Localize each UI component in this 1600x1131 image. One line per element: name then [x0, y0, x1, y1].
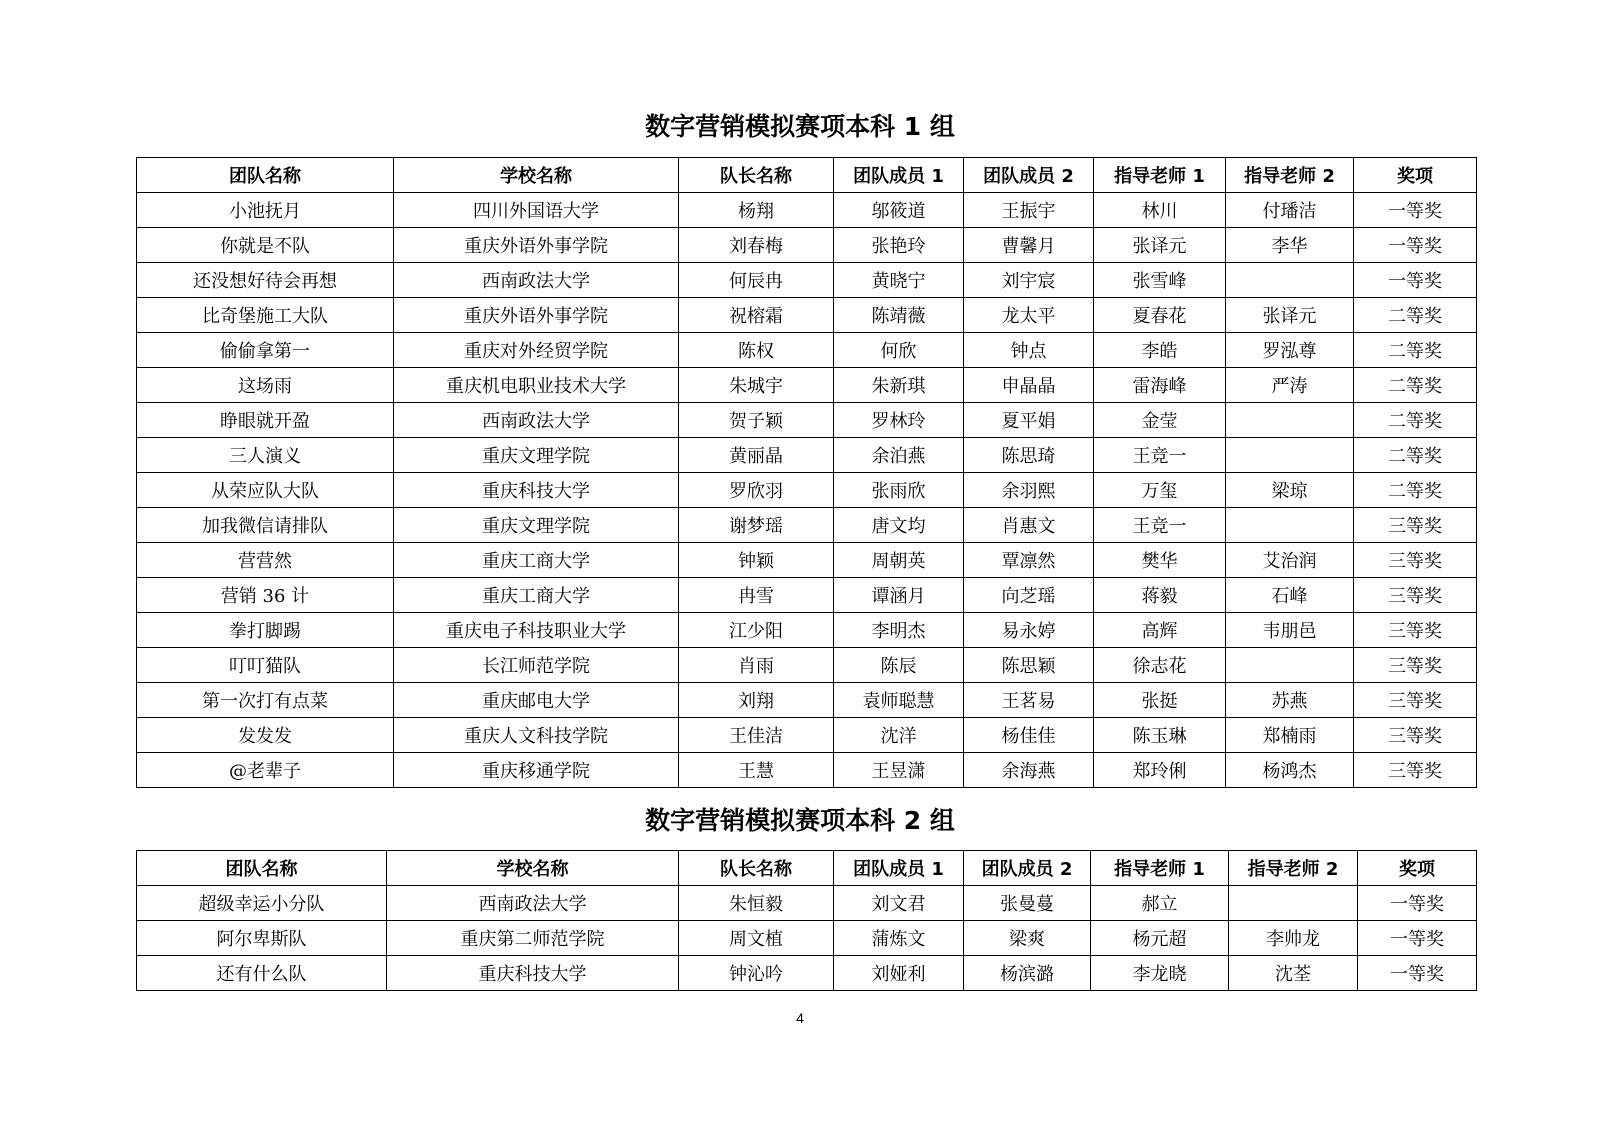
table-cell: 第一次打有点菜 — [137, 683, 394, 718]
table-cell: @老辈子 — [137, 753, 394, 788]
table-cell: 李帅龙 — [1229, 921, 1358, 956]
table-cell: 余羽熙 — [964, 473, 1094, 508]
table-cell: 肖惠文 — [964, 508, 1094, 543]
column-header: 指导老师 1 — [1094, 158, 1226, 193]
table-cell: 陈辰 — [834, 648, 964, 683]
table-cell: 陈思颖 — [964, 648, 1094, 683]
table-cell: 蒲炼文 — [834, 921, 964, 956]
table-cell: 重庆移通学院 — [394, 753, 679, 788]
table-cell: 高辉 — [1094, 613, 1226, 648]
column-header: 指导老师 2 — [1226, 158, 1354, 193]
table-cell: 夏平娟 — [964, 403, 1094, 438]
table-cell: 重庆文理学院 — [394, 438, 679, 473]
table-cell: 罗林玲 — [834, 403, 964, 438]
section-title-group-2: 数字营销模拟赛项本科 2 组 — [645, 806, 955, 835]
table-cell: 四川外国语大学 — [394, 193, 679, 228]
table-row — [137, 886, 1477, 921]
table-cell: 从荣应队大队 — [137, 473, 394, 508]
section-title-group-1: 数字营销模拟赛项本科 1 组 — [645, 112, 955, 141]
table-cell: 林川 — [1094, 193, 1226, 228]
table-cell: 江少阳 — [679, 613, 834, 648]
table-cell: 二等奖 — [1354, 368, 1477, 403]
table-cell: 王佳洁 — [679, 718, 834, 753]
table-cell: 周文植 — [679, 921, 834, 956]
table-cell: 三人演义 — [137, 438, 394, 473]
table-cell: 苏燕 — [1226, 683, 1354, 718]
table-cell: 余泊燕 — [834, 438, 964, 473]
table-cell: 钟点 — [964, 333, 1094, 368]
table-cell: 李皓 — [1094, 333, 1226, 368]
table-cell: 曹馨月 — [964, 228, 1094, 263]
table-cell: 重庆外语外事学院 — [394, 228, 679, 263]
table-cell: 冉雪 — [679, 578, 834, 613]
table-cell: 比奇堡施工大队 — [137, 298, 394, 333]
column-header: 团队成员 2 — [964, 851, 1091, 886]
table-cell: 罗泓尊 — [1226, 333, 1354, 368]
table-cell: 杨滨潞 — [964, 956, 1091, 991]
table-cell: 一等奖 — [1358, 921, 1477, 956]
table-row — [137, 683, 1477, 718]
column-header: 团队成员 1 — [834, 851, 964, 886]
table-cell: 营营然 — [137, 543, 394, 578]
table-cell: 这场雨 — [137, 368, 394, 403]
table-cell: 重庆工商大学 — [394, 578, 679, 613]
table-row — [137, 718, 1477, 753]
table-row — [137, 508, 1477, 543]
table-cell: 陈靖薇 — [834, 298, 964, 333]
table-cell: 一等奖 — [1358, 886, 1477, 921]
table-cell — [1226, 648, 1354, 683]
table-cell — [1226, 438, 1354, 473]
table-cell: 袁师聪慧 — [834, 683, 964, 718]
table-cell: 覃凛然 — [964, 543, 1094, 578]
table-cell: 王振宇 — [964, 193, 1094, 228]
table-cell: 三等奖 — [1354, 683, 1477, 718]
table-cell: 沈荃 — [1229, 956, 1358, 991]
table-cell: 三等奖 — [1354, 613, 1477, 648]
table-cell: 一等奖 — [1354, 193, 1477, 228]
table-cell: 何欣 — [834, 333, 964, 368]
table-cell: 长江师范学院 — [394, 648, 679, 683]
table-cell: 重庆机电职业技术大学 — [394, 368, 679, 403]
table-cell: 龙太平 — [964, 298, 1094, 333]
table-cell: 三等奖 — [1354, 508, 1477, 543]
table-cell: 拳打脚踢 — [137, 613, 394, 648]
table-row — [137, 543, 1477, 578]
table-cell: 朱城宇 — [679, 368, 834, 403]
table-cell: 陈权 — [679, 333, 834, 368]
table-cell: 向芝瑶 — [964, 578, 1094, 613]
table-cell — [1226, 263, 1354, 298]
table-row — [137, 921, 1477, 956]
table-cell: 张雨欣 — [834, 473, 964, 508]
table-cell: 偷偷拿第一 — [137, 333, 394, 368]
table-cell: 二等奖 — [1354, 298, 1477, 333]
table-row — [137, 298, 1477, 333]
table-cell: 重庆第二师范学院 — [387, 921, 679, 956]
column-header: 学校名称 — [394, 158, 679, 193]
table-cell: 蒋毅 — [1094, 578, 1226, 613]
table-cell: 沈洋 — [834, 718, 964, 753]
table-cell: 一等奖 — [1354, 263, 1477, 298]
table-cell — [1229, 886, 1358, 921]
table-cell: 三等奖 — [1354, 648, 1477, 683]
table-cell: 还没想好待会再想 — [137, 263, 394, 298]
table-cell: 重庆对外经贸学院 — [394, 333, 679, 368]
table-cell: 王慧 — [679, 753, 834, 788]
table-row — [137, 956, 1477, 991]
column-header: 队长名称 — [679, 851, 834, 886]
table-cell: 张艳玲 — [834, 228, 964, 263]
table-cell: 杨鸿杰 — [1226, 753, 1354, 788]
table-cell: 叮叮猫队 — [137, 648, 394, 683]
table-cell: 重庆邮电大学 — [394, 683, 679, 718]
column-header: 队长名称 — [679, 158, 834, 193]
table-cell: 樊华 — [1094, 543, 1226, 578]
table-cell: 韦朋邑 — [1226, 613, 1354, 648]
table-cell: 贺子颖 — [679, 403, 834, 438]
column-header: 奖项 — [1358, 851, 1477, 886]
column-header: 指导老师 2 — [1229, 851, 1358, 886]
table-cell: 张译元 — [1094, 228, 1226, 263]
table-cell: 杨元超 — [1091, 921, 1229, 956]
table-cell: 刘娅利 — [834, 956, 964, 991]
table-row — [137, 193, 1477, 228]
table-cell: 三等奖 — [1354, 753, 1477, 788]
table-header-row — [137, 158, 1477, 193]
table-cell: 朱新琪 — [834, 368, 964, 403]
table-cell: 刘宇宸 — [964, 263, 1094, 298]
table-row — [137, 333, 1477, 368]
table-header-row — [137, 851, 1477, 886]
table-row — [137, 368, 1477, 403]
table-cell: 邬筱道 — [834, 193, 964, 228]
table-cell: 加我微信请排队 — [137, 508, 394, 543]
table-cell: 张雪峰 — [1094, 263, 1226, 298]
table-cell: 重庆外语外事学院 — [394, 298, 679, 333]
table-cell: 付璠洁 — [1226, 193, 1354, 228]
table-cell: 徐志花 — [1094, 648, 1226, 683]
table-row — [137, 578, 1477, 613]
table-row — [137, 438, 1477, 473]
table-cell: 何辰冉 — [679, 263, 834, 298]
table-cell: 郑玲俐 — [1094, 753, 1226, 788]
table-cell: 杨翔 — [679, 193, 834, 228]
table-cell: 陈思琦 — [964, 438, 1094, 473]
table-cell: 郝立 — [1091, 886, 1229, 921]
table-cell: 周朝英 — [834, 543, 964, 578]
table-cell: 王竞一 — [1094, 508, 1226, 543]
table-cell: 西南政法大学 — [387, 886, 679, 921]
table-cell: 李明杰 — [834, 613, 964, 648]
table-cell: 肖雨 — [679, 648, 834, 683]
table-cell: 重庆电子科技职业大学 — [394, 613, 679, 648]
table-cell: 万玺 — [1094, 473, 1226, 508]
table-cell — [1226, 403, 1354, 438]
table-row — [137, 263, 1477, 298]
table-cell: 睁眼就开盈 — [137, 403, 394, 438]
column-header: 指导老师 1 — [1091, 851, 1229, 886]
table-cell: 营销 36 计 — [137, 578, 394, 613]
table-cell: 重庆科技大学 — [394, 473, 679, 508]
table-cell: 刘春梅 — [679, 228, 834, 263]
table-cell: 三等奖 — [1354, 718, 1477, 753]
table-row — [137, 753, 1477, 788]
column-header: 奖项 — [1354, 158, 1477, 193]
table-cell: 重庆人文科技学院 — [394, 718, 679, 753]
table-cell: 阿尔卑斯队 — [137, 921, 387, 956]
table-cell: 申晶晶 — [964, 368, 1094, 403]
table-cell: 梁琼 — [1226, 473, 1354, 508]
table-cell: 一等奖 — [1358, 956, 1477, 991]
table-cell: 小池抚月 — [137, 193, 394, 228]
award-table-group-1 — [136, 157, 1477, 788]
table-cell: 夏春花 — [1094, 298, 1226, 333]
table-cell: 重庆科技大学 — [387, 956, 679, 991]
table-cell: 三等奖 — [1354, 543, 1477, 578]
table-cell: 王竞一 — [1094, 438, 1226, 473]
table-cell: 罗欣羽 — [679, 473, 834, 508]
table-cell: 二等奖 — [1354, 403, 1477, 438]
table-cell: 王昱潇 — [834, 753, 964, 788]
table-cell: 余海燕 — [964, 753, 1094, 788]
table-cell: 王茗易 — [964, 683, 1094, 718]
table-cell: 重庆工商大学 — [394, 543, 679, 578]
table-cell: 谢梦瑶 — [679, 508, 834, 543]
column-header: 团队成员 2 — [964, 158, 1094, 193]
table-cell: 一等奖 — [1354, 228, 1477, 263]
column-header: 学校名称 — [387, 851, 679, 886]
table-cell: 发发发 — [137, 718, 394, 753]
table-cell: 西南政法大学 — [394, 403, 679, 438]
table-cell: 李华 — [1226, 228, 1354, 263]
table-cell: 严涛 — [1226, 368, 1354, 403]
table-row — [137, 473, 1477, 508]
table-cell: 黄晓宁 — [834, 263, 964, 298]
table-cell: 祝榕霜 — [679, 298, 834, 333]
table-cell: 李龙晓 — [1091, 956, 1229, 991]
table-cell: 易永婷 — [964, 613, 1094, 648]
table-cell: 二等奖 — [1354, 473, 1477, 508]
table-cell: 谭涵月 — [834, 578, 964, 613]
table-cell: 你就是不队 — [137, 228, 394, 263]
table-cell: 刘翔 — [679, 683, 834, 718]
column-header: 团队名称 — [137, 158, 394, 193]
table-cell: 艾治润 — [1226, 543, 1354, 578]
table-cell: 唐文均 — [834, 508, 964, 543]
table-row — [137, 228, 1477, 263]
table-cell: 刘文君 — [834, 886, 964, 921]
table-cell: 黄丽晶 — [679, 438, 834, 473]
page-number: 4 — [796, 1010, 804, 1026]
table-row — [137, 648, 1477, 683]
award-table-group-2 — [136, 850, 1477, 991]
table-cell: 朱恒毅 — [679, 886, 834, 921]
table-cell: 重庆文理学院 — [394, 508, 679, 543]
table-cell: 郑楠雨 — [1226, 718, 1354, 753]
table-cell: 二等奖 — [1354, 438, 1477, 473]
table-cell: 陈玉琳 — [1094, 718, 1226, 753]
table-cell: 张译元 — [1226, 298, 1354, 333]
table-cell: 石峰 — [1226, 578, 1354, 613]
column-header: 团队名称 — [137, 851, 387, 886]
table-cell: 梁爽 — [964, 921, 1091, 956]
table-cell: 张挺 — [1094, 683, 1226, 718]
table-cell: 超级幸运小分队 — [137, 886, 387, 921]
table-cell: 三等奖 — [1354, 578, 1477, 613]
table-cell: 张曼蔓 — [964, 886, 1091, 921]
table-cell: 西南政法大学 — [394, 263, 679, 298]
table-cell: 钟颖 — [679, 543, 834, 578]
table-row — [137, 613, 1477, 648]
table-row — [137, 403, 1477, 438]
table-cell: 钟沁吟 — [679, 956, 834, 991]
table-cell: 还有什么队 — [137, 956, 387, 991]
table-cell — [1226, 508, 1354, 543]
column-header: 团队成员 1 — [834, 158, 964, 193]
table-cell: 雷海峰 — [1094, 368, 1226, 403]
table-cell: 杨佳佳 — [964, 718, 1094, 753]
table-cell: 金莹 — [1094, 403, 1226, 438]
table-cell: 二等奖 — [1354, 333, 1477, 368]
